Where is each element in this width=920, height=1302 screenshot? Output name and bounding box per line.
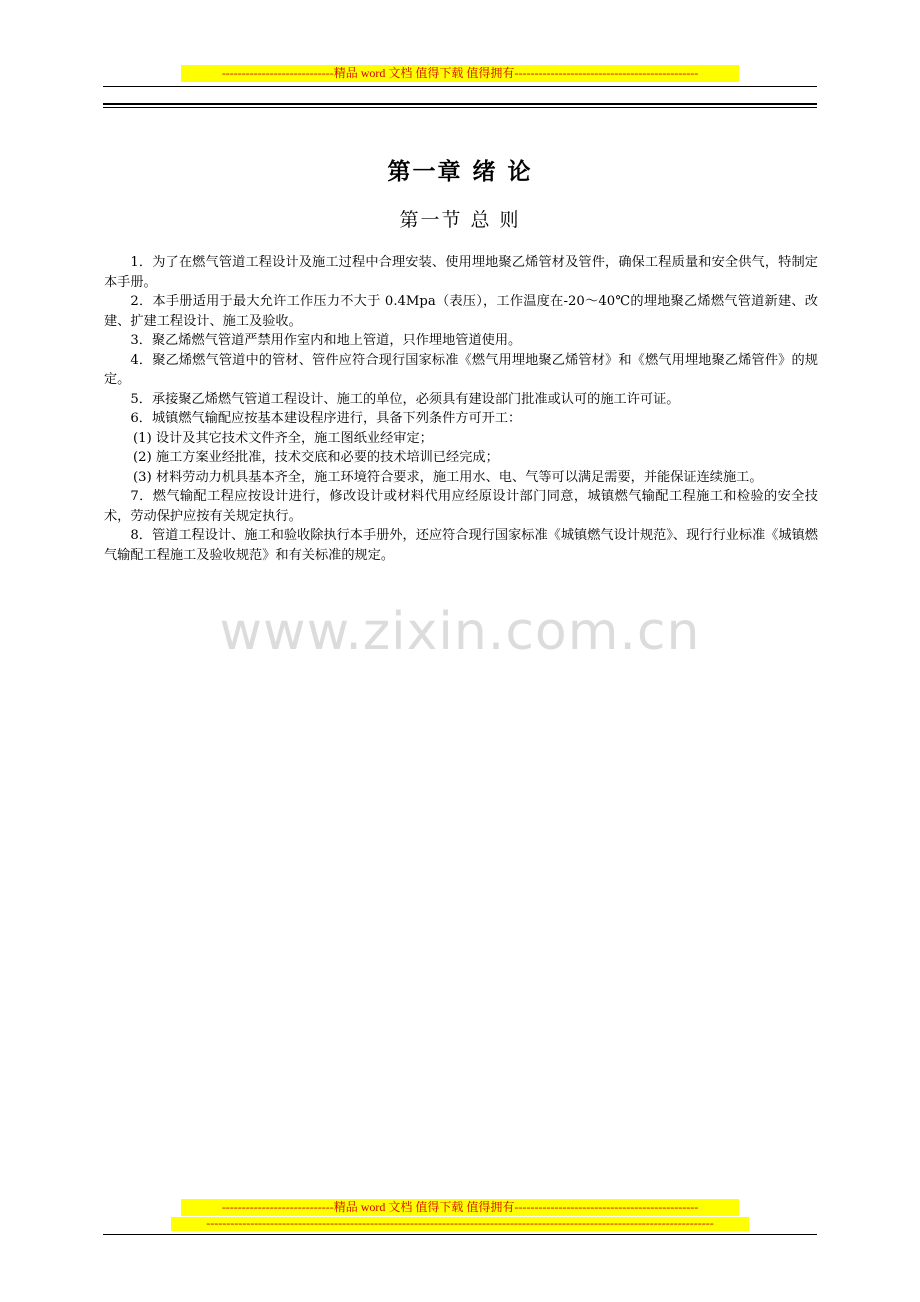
- paragraph-item-3: 3．聚乙烯燃气管道严禁用作室内和地上管道，只作埋地管道使用。: [130, 333, 522, 348]
- paragraph-item-6: 6．城镇燃气输配应按基本建设程序进行，具备下列条件方可开工：: [130, 411, 522, 426]
- document-body: [104, 253, 818, 565]
- paragraph-item-8: 8．管道工程设计、施工和验收除执行本手册外，还应符合现行国家标准《城镇燃气设计规范》、现行行业标准《城镇燃气输配工程施工及验收规范》和有关标准的规定。: [104, 528, 818, 563]
- paragraph-subitem-1: (1) 设计及其它技术文件齐全，施工图纸业经审定；: [133, 430, 433, 446]
- paragraph-subitem-2: (2) 施工方案业经批准，技术交底和必要的技术培训已经完成；: [133, 450, 499, 465]
- footer-banner: ----------------------------精品 word 文档 值得下载 值得拥有----------------------------------------------: [181, 1199, 739, 1216]
- footer-rule: [103, 1234, 817, 1235]
- paragraph-item-5: 5．承接聚乙烯燃气管道工程设计、施工的单位，必须具有建设部门批准或认可的施工许可证。: [130, 391, 680, 407]
- paragraph-item-2: 2．本手册适用于最大允许工作压力不大于 0.4Mpa（表压），工作温度在-20～40℃的埋地聚乙烯燃气管道新建、改建、扩建工程设计、施工及验收。: [104, 294, 818, 329]
- header-double-rule-thin: [103, 107, 817, 108]
- chapter-title: 第一章 绪 论: [387, 159, 533, 185]
- header-rule: [103, 86, 817, 87]
- header-banner: ----------------------------精品 word 文档 值得下载 值得拥有----------------------------------------------: [181, 65, 739, 82]
- header-double-rule-thick: [103, 103, 817, 105]
- watermark: www.zixin.com.cn: [219, 602, 701, 662]
- paragraph-item-4: 4．聚乙烯燃气管道中的管材、管件应符合现行国家标准《燃气用埋地聚乙烯管材》和《燃气用埋地聚乙烯管件》的规定。: [104, 352, 818, 387]
- paragraph-item-7: 7．燃气输配工程应按设计进行，修改设计或材料代用应经原设计部门同意，城镇燃气输配工程施工和检验的安全技术，劳动保护应按有关规定执行。: [104, 489, 818, 524]
- footer-banner-dashes: -------------------------------------------------------------------------------------------------------------------------------: [171, 1217, 749, 1231]
- paragraph-subitem-3: (3) 材料劳动力机具基本齐全，施工环境符合要求，施工用水、电、气等可以满足需要，并能保证连续施工。: [133, 469, 763, 485]
- paragraph-item-1: 1．为了在燃气管道工程设计及施工过程中合理安装、使用埋地聚乙烯管材及管件，确保工程质量和安全供气，特制定本手册。: [104, 255, 818, 290]
- section-title: 第一节 总 则: [399, 209, 521, 231]
